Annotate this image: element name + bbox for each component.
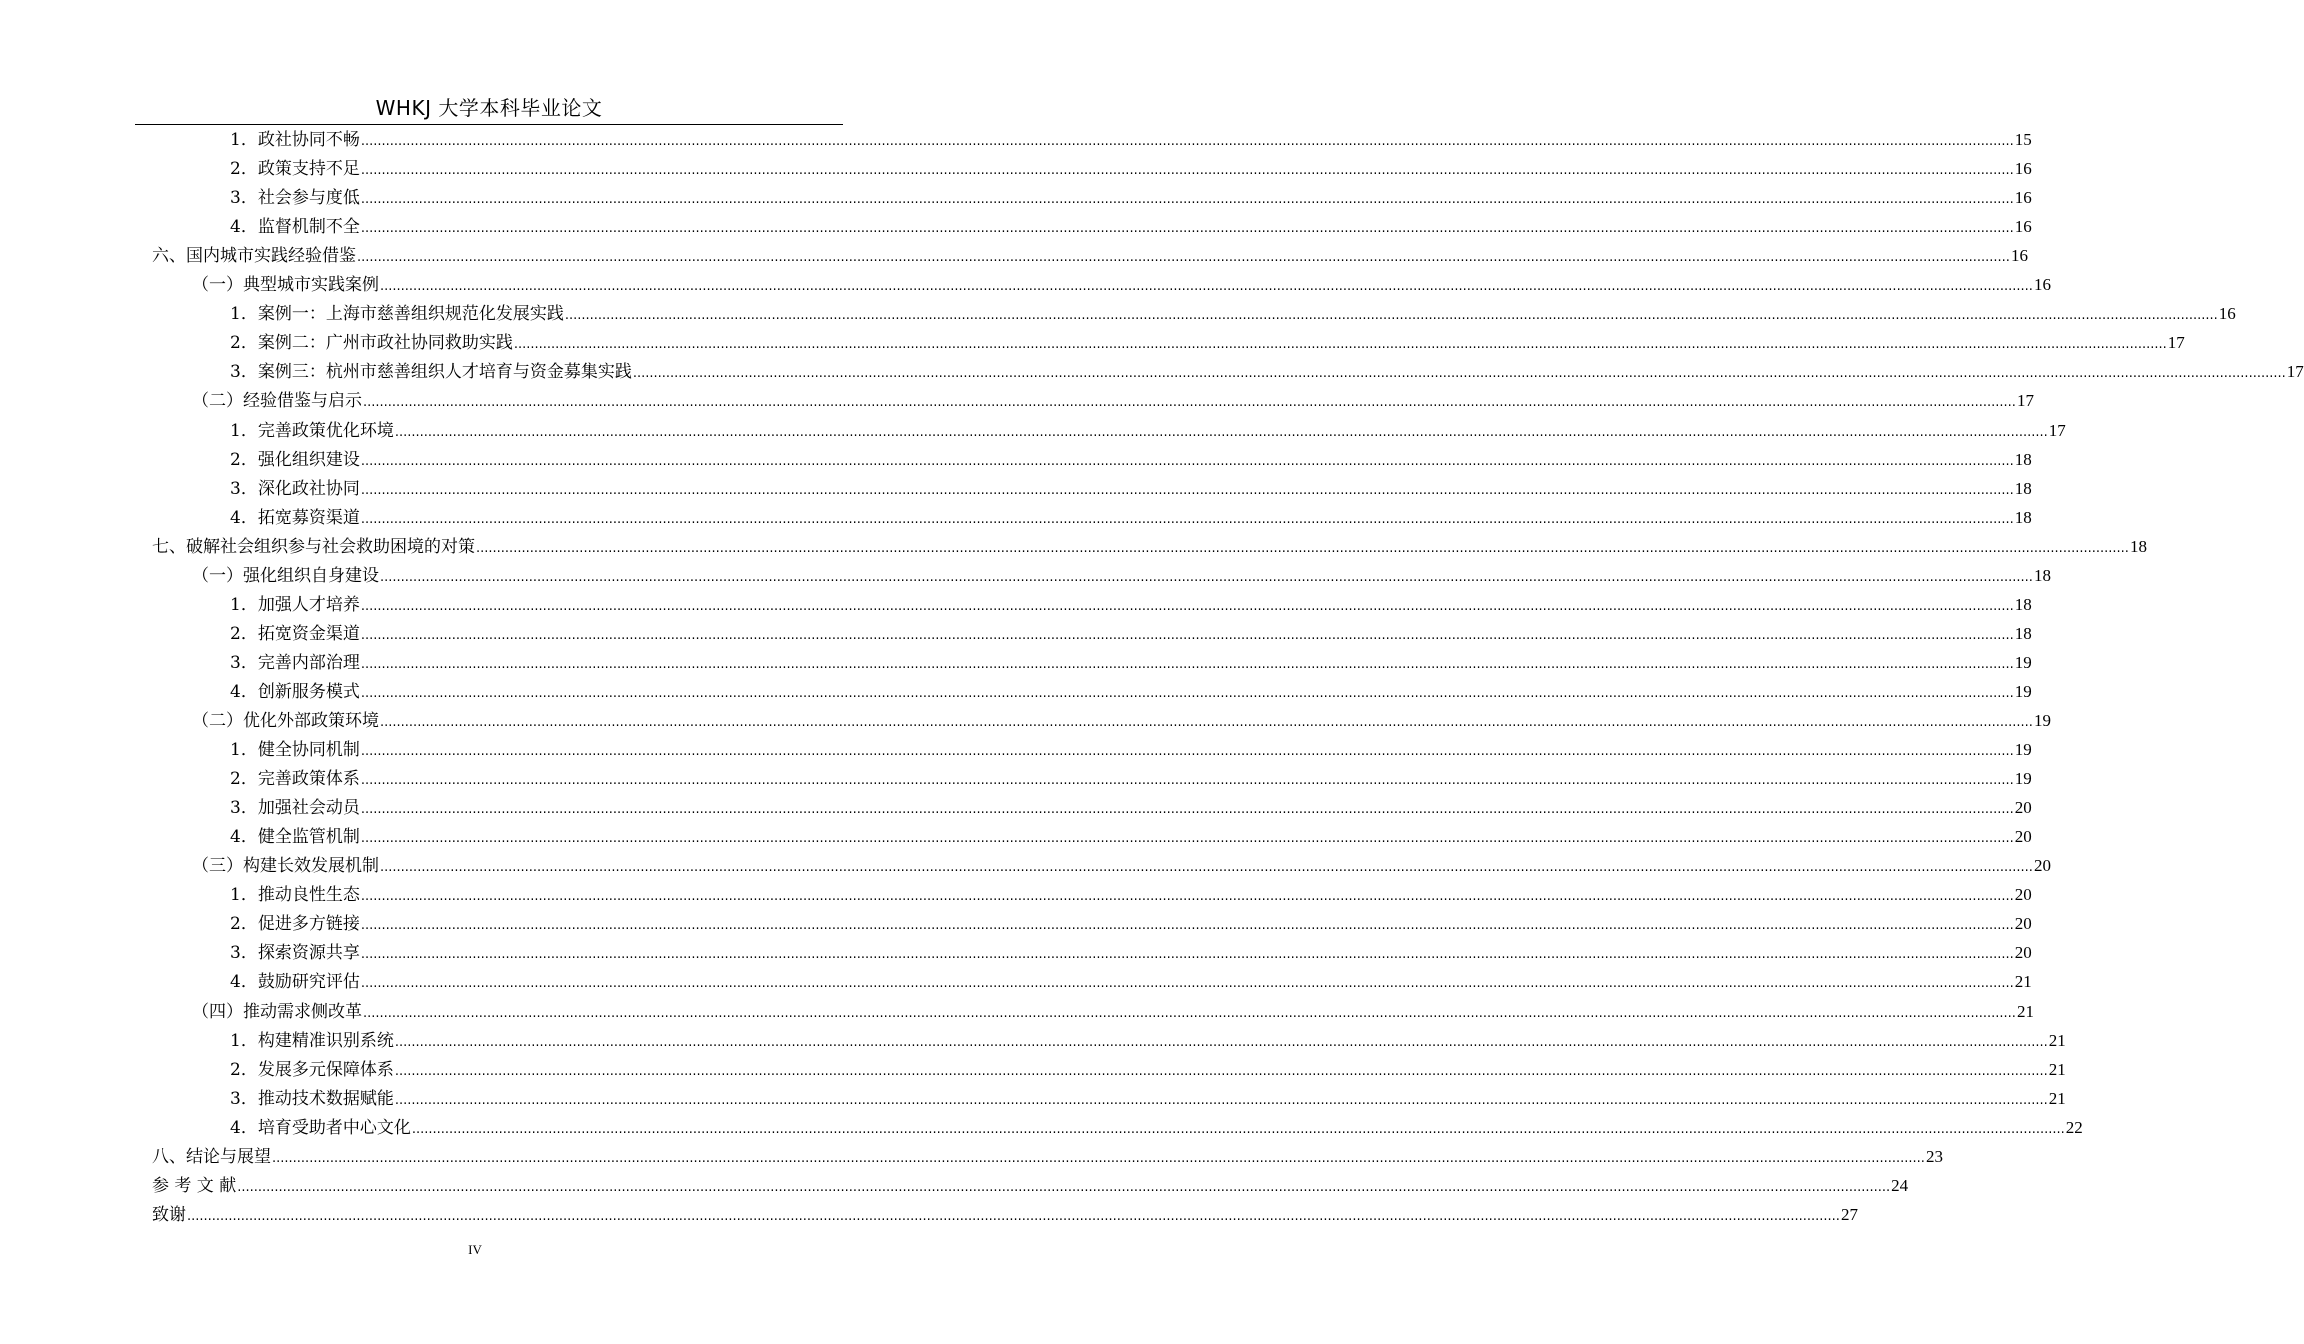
- toc-entry[interactable]: [230, 328, 2185, 354]
- toc-dot-leader: ................................................................................................................................................................................................................................................................................................................................................................................................................: [360, 744, 2014, 760]
- toc-entry-page: 19: [2014, 681, 2032, 701]
- toc-entry-page: 18: [2033, 565, 2051, 585]
- toc-entry[interactable]: [230, 474, 2032, 500]
- toc-entry-page: 20: [2033, 856, 2051, 876]
- toc-dot-leader: ................................................................................................................................................................................................................................................................................................................................................................................................................: [360, 773, 2014, 789]
- toc-entry-page: 20: [2014, 798, 2032, 818]
- toc-dot-leader: ................................................................................................................................................................................................................................................................................................................................................................................................................: [394, 1063, 2048, 1079]
- toc-dot-leader: ................................................................................................................................................................................................................................................................................................................................................................................................................: [237, 1179, 1891, 1195]
- toc-entry[interactable]: [230, 677, 2032, 703]
- toc-entry-label: 七、破解社会组织参与社会救助困境的对策: [152, 536, 475, 557]
- toc-entry-page: 17: [2167, 333, 2185, 353]
- toc-dot-leader: ................................................................................................................................................................................................................................................................................................................................................................................................................: [360, 656, 2014, 672]
- toc-entry-label: 2．拓宽资金渠道: [230, 623, 360, 644]
- toc-entry[interactable]: [192, 386, 2034, 412]
- toc-entry-label: （四）推动需求侧改革: [192, 1001, 362, 1022]
- toc-dot-leader: ................................................................................................................................................................................................................................................................................................................................................................................................................: [360, 802, 2014, 818]
- toc-dot-leader: ................................................................................................................................................................................................................................................................................................................................................................................................................: [363, 395, 2016, 411]
- toc-entry-page: 17: [2016, 391, 2034, 411]
- toc-entry-label: 4．监督机制不全: [230, 217, 360, 238]
- toc-entry-label: 1．政社协同不畅: [230, 130, 360, 150]
- toc-entry-page: 16: [2010, 246, 2028, 266]
- toc-entry[interactable]: [230, 822, 2032, 848]
- toc-dot-leader: ................................................................................................................................................................................................................................................................................................................................................................................................................: [360, 889, 2014, 905]
- toc-entry-page: 16: [2014, 188, 2032, 208]
- toc-entry[interactable]: [230, 1055, 2066, 1081]
- toc-entry-label: 2．发展多元保障体系: [230, 1059, 394, 1080]
- toc-entry[interactable]: [230, 1113, 2083, 1139]
- toc-dot-leader: ................................................................................................................................................................................................................................................................................................................................................................................................................: [394, 424, 2048, 440]
- toc-entry[interactable]: [230, 125, 2032, 151]
- toc-entry-label: 参 考 文 献: [152, 1175, 237, 1196]
- toc-entry[interactable]: [230, 764, 2032, 790]
- toc-entry-page: 24: [1891, 1175, 1909, 1195]
- toc-entry-label: 2．强化组织建设: [230, 449, 360, 470]
- toc-entry[interactable]: [230, 735, 2032, 761]
- toc-entry-page: 21: [2048, 1030, 2066, 1050]
- toc-entry[interactable]: [152, 241, 2028, 267]
- toc-entry-page: 27: [1840, 1204, 1858, 1224]
- toc-entry-page: 18: [2014, 623, 2032, 643]
- toc-dot-leader: ................................................................................................................................................................................................................................................................................................................................................................................................................: [360, 192, 2014, 208]
- toc-dot-leader: ................................................................................................................................................................................................................................................................................................................................................................................................................: [360, 221, 2014, 237]
- toc-dot-leader: ................................................................................................................................................................................................................................................................................................................................................................................................................: [360, 627, 2014, 643]
- toc-entry[interactable]: [230, 1026, 2066, 1052]
- toc-entry[interactable]: [230, 619, 2032, 645]
- toc-entry-label: 2．政策支持不足: [230, 159, 360, 180]
- toc-entry[interactable]: [152, 1200, 1858, 1226]
- toc-entry[interactable]: [230, 154, 2032, 180]
- toc-dot-leader: ................................................................................................................................................................................................................................................................................................................................................................................................................: [394, 1034, 2048, 1050]
- toc-entry-label: 六、国内城市实践经验借鉴: [152, 246, 356, 267]
- toc-entry-label: 4．拓宽募资渠道: [230, 507, 360, 528]
- toc-entry-page: 16: [2033, 275, 2051, 295]
- toc-entry-label: 4．创新服务模式: [230, 681, 360, 702]
- toc-entry-label: 4．培育受助者中心文化: [230, 1117, 411, 1138]
- toc-entry-label: 3．案例三：杭州市慈善组织人才培育与资金募集实践: [230, 362, 632, 383]
- toc-entry-label: 八、结论与展望: [152, 1146, 271, 1167]
- toc-entry[interactable]: [230, 938, 2032, 964]
- toc-entry-page: 16: [2014, 159, 2032, 179]
- header-title: WHKJ 大学本科毕业论文: [375, 96, 603, 120]
- toc-dot-leader: ................................................................................................................................................................................................................................................................................................................................................................................................................: [360, 976, 2014, 992]
- toc-entry-label: 1．案例一：上海市慈善组织规范化发展实践: [230, 304, 564, 325]
- toc-entry-page: 20: [2014, 885, 2032, 905]
- toc-entry-label: 2．完善政策体系: [230, 769, 360, 790]
- toc-dot-leader: ................................................................................................................................................................................................................................................................................................................................................................................................................: [360, 482, 2014, 498]
- toc-entry-label: （一）典型城市实践案例: [192, 275, 379, 296]
- toc-entry-page: 21: [2014, 972, 2032, 992]
- toc-entry-page: 21: [2016, 1001, 2034, 1021]
- toc-dot-leader: ................................................................................................................................................................................................................................................................................................................................................................................................................: [360, 598, 2014, 614]
- toc-entry-label: 3．推动技术数据赋能: [230, 1088, 394, 1109]
- toc-entry-label: 4．健全监管机制: [230, 827, 360, 848]
- toc-entry[interactable]: [230, 299, 2236, 325]
- toc-entry[interactable]: [230, 590, 2032, 616]
- toc-entry-page: 18: [2014, 507, 2032, 527]
- toc-entry[interactable]: [230, 1084, 2066, 1110]
- toc-entry[interactable]: [192, 997, 2034, 1023]
- toc-entry-page: 19: [2014, 740, 2032, 760]
- toc-dot-leader: ................................................................................................................................................................................................................................................................................................................................................................................................................: [380, 715, 2033, 730]
- toc-entry-label: 4．鼓励研究评估: [230, 972, 360, 993]
- toc-entry-label: （一）强化组织自身建设: [192, 565, 379, 586]
- toc-entry-label: 3．探索资源共享: [230, 943, 360, 964]
- toc-dot-leader: ................................................................................................................................................................................................................................................................................................................................................................................................................: [380, 569, 2033, 585]
- toc-dot-leader: ................................................................................................................................................................................................................................................................................................................................................................................................................: [380, 860, 2033, 876]
- toc-entry[interactable]: [192, 561, 2051, 587]
- toc-dot-leader: ................................................................................................................................................................................................................................................................................................................................................................................................................: [360, 831, 2014, 847]
- toc-entry-page: 18: [2129, 536, 2147, 556]
- toc-dot-leader: ................................................................................................................................................................................................................................................................................................................................................................................................................: [360, 511, 2014, 527]
- toc-entry[interactable]: [230, 357, 2304, 383]
- toc-entry[interactable]: [230, 503, 2032, 529]
- toc-dot-leader: ................................................................................................................................................................................................................................................................................................................................................................................................................: [476, 540, 2129, 556]
- toc-entry-page: 18: [2014, 478, 2032, 498]
- toc-entry-label: 2．案例二：广州市政社协同救助实践: [230, 333, 513, 354]
- toc-entry[interactable]: [230, 793, 2032, 819]
- toc-entry[interactable]: [152, 532, 2147, 558]
- toc-entry[interactable]: [230, 212, 2032, 238]
- toc-entry[interactable]: [192, 706, 2051, 732]
- toc-entry[interactable]: [230, 183, 2032, 209]
- toc-entry[interactable]: [230, 648, 2032, 674]
- toc-dot-leader: ................................................................................................................................................................................................................................................................................................................................................................................................................: [357, 250, 2010, 266]
- toc-dot-leader: ................................................................................................................................................................................................................................................................................................................................................................................................................: [360, 685, 2014, 701]
- toc-entry-page: 20: [2014, 914, 2032, 934]
- toc-entry-page: 16: [2218, 304, 2236, 324]
- toc-entry-label: 1．加强人才培养: [230, 594, 360, 615]
- toc-dot-leader: ................................................................................................................................................................................................................................................................................................................................................................................................................: [394, 1092, 2048, 1108]
- toc-entry-page: 22: [2065, 1117, 2083, 1137]
- page-header: [135, 92, 843, 125]
- toc-entry-page: 19: [2014, 652, 2032, 672]
- toc-entry-page: 17: [2048, 420, 2066, 440]
- toc-entry-label: 1．构建精准识别系统: [230, 1030, 394, 1051]
- toc-dot-leader: ................................................................................................................................................................................................................................................................................................................................................................................................................: [360, 453, 2014, 469]
- toc-entry[interactable]: [192, 851, 2051, 877]
- toc-entry[interactable]: [230, 909, 2032, 935]
- toc-entry[interactable]: [152, 1171, 1909, 1197]
- toc-dot-leader: ................................................................................................................................................................................................................................................................................................................................................................................................................: [360, 163, 2014, 179]
- toc-entry[interactable]: [230, 416, 2066, 442]
- toc-entry-label: 1．推动良性生态: [230, 885, 360, 906]
- toc-entry[interactable]: [192, 270, 2051, 296]
- toc-entry[interactable]: [230, 445, 2032, 471]
- toc-dot-leader: ................................................................................................................................................................................................................................................................................................................................................................................................................: [632, 366, 2286, 382]
- toc-dot-leader: ................................................................................................................................................................................................................................................................................................................................................................................................................: [380, 279, 2033, 295]
- toc-dot-leader: ................................................................................................................................................................................................................................................................................................................................................................................................................: [187, 1208, 1840, 1224]
- toc-dot-leader: ................................................................................................................................................................................................................................................................................................................................................................................................................: [272, 1150, 1925, 1166]
- toc-entry-label: 3．社会参与度低: [230, 188, 360, 209]
- toc-entry-page: 21: [2048, 1088, 2066, 1108]
- toc-entry-page: 19: [2033, 711, 2051, 730]
- toc-dot-leader: ................................................................................................................................................................................................................................................................................................................................................................................................................: [360, 134, 2014, 149]
- toc-dot-leader: ................................................................................................................................................................................................................................................................................................................................................................................................................: [360, 947, 2014, 963]
- toc-dot-leader: ................................................................................................................................................................................................................................................................................................................................................................................................................: [411, 1121, 2065, 1137]
- toc-entry-page: 20: [2014, 943, 2032, 963]
- toc-entry-label: 1．健全协同机制: [230, 740, 360, 761]
- toc-dot-leader: ................................................................................................................................................................................................................................................................................................................................................................................................................: [360, 918, 2014, 934]
- toc-entry-page: 19: [2014, 769, 2032, 789]
- page-footer: [0, 1242, 950, 1258]
- toc-entry-page: 16: [2014, 217, 2032, 237]
- toc-entry-label: 1．完善政策优化环境: [230, 420, 394, 441]
- toc-entry-label: 3．加强社会动员: [230, 798, 360, 819]
- toc-entry[interactable]: [230, 880, 2032, 906]
- toc-entry-label: 2．促进多方链接: [230, 914, 360, 935]
- toc-entry-label: （三）构建长效发展机制: [192, 856, 379, 877]
- toc-entry[interactable]: [230, 967, 2032, 993]
- toc-dot-leader: ................................................................................................................................................................................................................................................................................................................................................................................................................: [564, 308, 2218, 324]
- toc-entry-page: 18: [2014, 449, 2032, 469]
- toc-entry[interactable]: [152, 1142, 1943, 1168]
- toc-entry-page: 21: [2048, 1059, 2066, 1079]
- toc-entry-label: 3．深化政社协同: [230, 478, 360, 499]
- toc-entry-page: 17: [2286, 362, 2304, 382]
- toc-entry-page: 18: [2014, 594, 2032, 614]
- toc-entry-label: 3．完善内部治理: [230, 652, 360, 673]
- page-number: IV: [468, 1242, 482, 1257]
- toc-entry-page: 23: [1925, 1146, 1943, 1166]
- toc-entry-label: （二）经验借鉴与启示: [192, 391, 362, 412]
- toc-dot-leader: ................................................................................................................................................................................................................................................................................................................................................................................................................: [513, 337, 2167, 353]
- toc-entry-page: 20: [2014, 827, 2032, 847]
- toc-entry-label: （二）优化外部政策环境: [192, 711, 379, 731]
- toc-entry-page: 15: [2014, 130, 2032, 149]
- toc-entry-label: 致谢: [152, 1204, 186, 1225]
- toc-dot-leader: ................................................................................................................................................................................................................................................................................................................................................................................................................: [363, 1005, 2016, 1021]
